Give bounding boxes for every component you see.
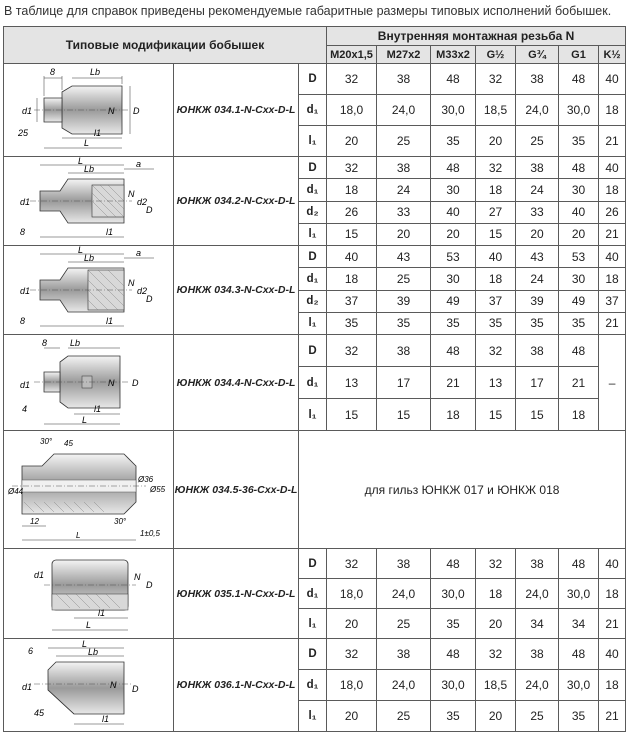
value-cell: 48 xyxy=(559,639,599,670)
size-header: M27x2 xyxy=(377,46,431,64)
value-cell: 48 xyxy=(431,549,476,579)
value-cell: 34 xyxy=(516,609,559,639)
value-cell: 48 xyxy=(431,639,476,670)
value-cell: 35 xyxy=(559,312,599,334)
svg-text:D: D xyxy=(146,294,153,304)
svg-text:N: N xyxy=(110,680,117,690)
svg-text:1±0,5: 1±0,5 xyxy=(140,528,160,538)
svg-text:l1: l1 xyxy=(106,227,114,237)
modification-code: ЮНКЖ 035.1-N-Cxx-D-L xyxy=(174,549,299,639)
boss-dimensions-table xyxy=(3,26,626,732)
value-cell: 32 xyxy=(476,335,516,367)
value-cell: 33 xyxy=(516,201,559,223)
value-cell: 38 xyxy=(377,335,431,367)
value-cell: 24 xyxy=(516,268,559,290)
value-cell: 25 xyxy=(516,126,559,157)
param-label: l₁ xyxy=(299,126,327,157)
modification-code: ЮНКЖ 034.3-N-Cxx-D-L xyxy=(174,246,299,335)
param-label: d₁ xyxy=(299,268,327,290)
svg-text:30°: 30° xyxy=(40,436,53,446)
value-cell: 17 xyxy=(377,367,431,399)
svg-text:D: D xyxy=(132,684,139,694)
boss-drawing-icon xyxy=(4,246,172,334)
boss-drawing-icon xyxy=(4,432,172,548)
value-cell: 30 xyxy=(431,268,476,290)
value-cell: 20 xyxy=(516,223,559,245)
svg-text:N: N xyxy=(128,278,135,288)
value-cell: 40 xyxy=(599,64,626,95)
value-cell: 35 xyxy=(431,609,476,639)
param-label: d₂ xyxy=(299,201,327,223)
value-cell: 20 xyxy=(476,126,516,157)
value-cell: 15 xyxy=(377,399,431,431)
svg-text:8: 8 xyxy=(20,227,26,237)
svg-text:4: 4 xyxy=(22,403,28,414)
value-cell: 20 xyxy=(377,223,431,245)
drawing-034-3 xyxy=(4,246,174,335)
svg-text:l1: l1 xyxy=(94,128,102,138)
value-cell: 18 xyxy=(327,179,377,201)
param-label: d₁ xyxy=(299,579,327,609)
svg-text:8: 8 xyxy=(42,337,48,348)
value-cell: 32 xyxy=(327,335,377,367)
value-cell: 37 xyxy=(476,290,516,312)
param-label: D xyxy=(299,335,327,367)
modifications-header: Типовые модификации бобышек xyxy=(4,27,327,64)
param-label: l₁ xyxy=(299,399,327,431)
param-label: l₁ xyxy=(299,701,327,732)
value-cell: 53 xyxy=(559,246,599,268)
value-cell: 38 xyxy=(516,335,559,367)
param-label: l₁ xyxy=(299,312,327,334)
value-cell: 40 xyxy=(476,246,516,268)
svg-text:d2: d2 xyxy=(137,286,148,296)
value-cell: 20 xyxy=(476,609,516,639)
value-cell: 25 xyxy=(377,268,431,290)
svg-text:l1: l1 xyxy=(106,316,114,326)
value-cell: 38 xyxy=(377,549,431,579)
value-cell: 20 xyxy=(327,126,377,157)
value-cell: 37 xyxy=(327,290,377,312)
value-cell: 39 xyxy=(377,290,431,312)
value-cell: 48 xyxy=(559,335,599,367)
value-cell: 30,0 xyxy=(431,579,476,609)
value-cell: 26 xyxy=(327,201,377,223)
modification-code: ЮНКЖ 036.1-N-Cxx-D-L xyxy=(174,639,299,732)
value-cell: 15 xyxy=(327,223,377,245)
value-cell: 13 xyxy=(327,367,377,399)
value-cell: 21 xyxy=(599,312,626,334)
value-cell: 15 xyxy=(476,399,516,431)
drawing-034-2 xyxy=(4,157,174,246)
param-label: d₁ xyxy=(299,179,327,201)
size-header: M33x2 xyxy=(431,46,476,64)
svg-text:L: L xyxy=(78,157,84,166)
param-label: d₁ xyxy=(299,670,327,701)
value-cell: 34 xyxy=(559,609,599,639)
svg-text:6: 6 xyxy=(28,646,34,656)
svg-text:D: D xyxy=(146,205,153,215)
svg-text:8: 8 xyxy=(20,316,26,326)
svg-text:L: L xyxy=(78,246,84,255)
svg-text:L: L xyxy=(84,138,90,148)
value-cell: 18 xyxy=(599,179,626,201)
modification-code: ЮНКЖ 034.4-N-Cxx-D-L xyxy=(174,335,299,431)
value-cell: 18 xyxy=(476,179,516,201)
value-cell: 24,0 xyxy=(516,95,559,126)
svg-text:25: 25 xyxy=(18,128,29,138)
value-cell: 25 xyxy=(516,701,559,732)
value-cell: 24,0 xyxy=(516,579,559,609)
size-header: G½ xyxy=(476,46,516,64)
value-cell: 35 xyxy=(327,312,377,334)
value-cell: 40 xyxy=(431,201,476,223)
drawing-035-1 xyxy=(4,549,174,639)
value-cell: 20 xyxy=(327,701,377,732)
value-cell: 48 xyxy=(431,64,476,95)
svg-text:D: D xyxy=(146,579,153,590)
value-cell: 49 xyxy=(559,290,599,312)
svg-text:Lb: Lb xyxy=(90,67,101,77)
value-cell: 21 xyxy=(599,609,626,639)
value-cell: 43 xyxy=(516,246,559,268)
value-cell: 35 xyxy=(431,701,476,732)
value-cell: 18,0 xyxy=(327,579,377,609)
svg-text:Ø44: Ø44 xyxy=(8,486,24,496)
value-cell: 38 xyxy=(377,64,431,95)
param-label: l₁ xyxy=(299,223,327,245)
param-label: D xyxy=(299,549,327,579)
value-cell: 24,0 xyxy=(377,579,431,609)
value-cell: 15 xyxy=(327,399,377,431)
value-cell: 15 xyxy=(516,399,559,431)
svg-text:N: N xyxy=(134,571,141,582)
value-cell: 18 xyxy=(476,579,516,609)
svg-text:45: 45 xyxy=(34,708,45,718)
value-cell: 32 xyxy=(476,639,516,670)
svg-text:d1: d1 xyxy=(20,286,31,296)
value-cell: 18,0 xyxy=(327,95,377,126)
value-cell: 18 xyxy=(599,579,626,609)
svg-text:l1: l1 xyxy=(98,607,106,618)
value-cell: 40 xyxy=(599,246,626,268)
svg-text:Lb: Lb xyxy=(88,647,99,657)
value-cell-dash: – xyxy=(599,335,626,431)
svg-text:L: L xyxy=(86,619,92,630)
value-cell: 30,0 xyxy=(559,670,599,701)
param-label: d₂ xyxy=(299,290,327,312)
value-cell: 15 xyxy=(476,223,516,245)
value-cell: 38 xyxy=(516,157,559,179)
modification-code: ЮНКЖ 034.1-N-Cxx-D-L xyxy=(174,64,299,157)
thread-header: Внутренняя монтажная резьба N xyxy=(327,27,626,46)
value-cell: 20 xyxy=(476,701,516,732)
value-cell: 30 xyxy=(559,268,599,290)
svg-text:N: N xyxy=(108,377,115,388)
value-cell: 33 xyxy=(377,201,431,223)
svg-text:Ø36: Ø36 xyxy=(138,474,154,484)
value-cell: 27 xyxy=(476,201,516,223)
value-cell: 35 xyxy=(431,126,476,157)
value-cell: 30,0 xyxy=(431,95,476,126)
svg-text:d1: d1 xyxy=(20,197,31,207)
svg-text:L: L xyxy=(82,640,88,649)
size-header: K½ xyxy=(599,46,626,64)
value-cell: 18,5 xyxy=(476,670,516,701)
value-cell: 21 xyxy=(431,367,476,399)
svg-text:45: 45 xyxy=(64,438,73,448)
drawing-034-4 xyxy=(4,335,174,431)
value-cell: 24,0 xyxy=(377,95,431,126)
value-cell: 24 xyxy=(377,179,431,201)
value-cell: 40 xyxy=(599,549,626,579)
value-cell: 53 xyxy=(431,246,476,268)
svg-text:Lb: Lb xyxy=(84,253,95,263)
value-cell: 32 xyxy=(476,549,516,579)
svg-text:L: L xyxy=(76,530,81,540)
drawing-036-1 xyxy=(4,639,174,732)
value-cell: 18 xyxy=(599,670,626,701)
value-cell: 43 xyxy=(377,246,431,268)
param-label: D xyxy=(299,64,327,95)
value-cell: 25 xyxy=(377,609,431,639)
sleeve-note: для гильз ЮНКЖ 017 и ЮНКЖ 018 xyxy=(299,431,626,549)
svg-text:d2: d2 xyxy=(137,197,148,207)
value-cell: 39 xyxy=(516,290,559,312)
param-label: l₁ xyxy=(299,609,327,639)
value-cell: 24,0 xyxy=(516,670,559,701)
value-cell: 24 xyxy=(516,179,559,201)
value-cell: 13 xyxy=(476,367,516,399)
value-cell: 21 xyxy=(599,701,626,732)
value-cell: 18 xyxy=(599,95,626,126)
value-cell: 48 xyxy=(559,549,599,579)
drawing-034-1 xyxy=(4,64,174,157)
svg-text:l1: l1 xyxy=(94,403,102,414)
value-cell: 18,0 xyxy=(327,670,377,701)
svg-text:8: 8 xyxy=(50,67,56,77)
value-cell: 35 xyxy=(516,312,559,334)
value-cell: 18 xyxy=(327,268,377,290)
value-cell: 30,0 xyxy=(559,95,599,126)
svg-text:a: a xyxy=(136,159,142,169)
svg-text:l1: l1 xyxy=(102,714,110,724)
svg-text:L: L xyxy=(82,414,88,425)
value-cell: 21 xyxy=(599,126,626,157)
svg-text:12: 12 xyxy=(30,516,39,526)
value-cell: 40 xyxy=(599,639,626,670)
value-cell: 18,5 xyxy=(476,95,516,126)
value-cell: 38 xyxy=(516,64,559,95)
value-cell: 40 xyxy=(327,246,377,268)
value-cell: 30,0 xyxy=(431,670,476,701)
svg-text:a: a xyxy=(136,248,142,258)
value-cell: 24,0 xyxy=(377,670,431,701)
svg-text:d1: d1 xyxy=(22,106,33,116)
svg-text:D: D xyxy=(133,106,140,116)
value-cell: 48 xyxy=(559,64,599,95)
value-cell: 37 xyxy=(599,290,626,312)
value-cell: 32 xyxy=(476,64,516,95)
boss-drawing-icon xyxy=(4,64,172,156)
value-cell: 38 xyxy=(516,549,559,579)
param-label: d₁ xyxy=(299,95,327,126)
value-cell: 32 xyxy=(327,549,377,579)
value-cell: 25 xyxy=(377,701,431,732)
size-header: G1 xyxy=(559,46,599,64)
value-cell: 30 xyxy=(431,179,476,201)
boss-drawing-icon xyxy=(4,640,172,730)
value-cell: 18 xyxy=(431,399,476,431)
size-header: M20x1,5 xyxy=(327,46,377,64)
value-cell: 48 xyxy=(431,335,476,367)
value-cell: 35 xyxy=(431,312,476,334)
drawing-034-5 xyxy=(4,431,174,549)
boss-drawing-icon xyxy=(4,336,172,430)
value-cell: 25 xyxy=(377,126,431,157)
value-cell: 17 xyxy=(516,367,559,399)
param-label: D xyxy=(299,639,327,670)
value-cell: 35 xyxy=(377,312,431,334)
value-cell: 38 xyxy=(516,639,559,670)
value-cell: 38 xyxy=(377,639,431,670)
svg-text:d1: d1 xyxy=(34,569,45,580)
value-cell: 32 xyxy=(476,157,516,179)
value-cell: 35 xyxy=(559,126,599,157)
value-cell: 21 xyxy=(559,367,599,399)
param-label: D xyxy=(299,246,327,268)
value-cell: 32 xyxy=(327,157,377,179)
value-cell: 32 xyxy=(327,64,377,95)
modification-code: ЮНКЖ 034.2-N-Cxx-D-L xyxy=(174,157,299,246)
value-cell: 32 xyxy=(327,639,377,670)
param-label: d₁ xyxy=(299,367,327,399)
value-cell: 49 xyxy=(431,290,476,312)
svg-text:Ø55: Ø55 xyxy=(150,484,166,494)
value-cell: 26 xyxy=(599,201,626,223)
value-cell: 48 xyxy=(559,157,599,179)
boss-drawing-icon xyxy=(4,550,172,638)
value-cell: 35 xyxy=(559,701,599,732)
value-cell: 18 xyxy=(559,399,599,431)
value-cell: 48 xyxy=(431,157,476,179)
value-cell: 20 xyxy=(431,223,476,245)
intro-text: В таблице для справок приведены рекомендуемые габаритные размеры типовых исполнений бобышек. xyxy=(4,4,612,18)
value-cell: 20 xyxy=(327,609,377,639)
value-cell: 30 xyxy=(559,179,599,201)
svg-text:N: N xyxy=(128,189,135,199)
value-cell: 21 xyxy=(599,223,626,245)
svg-text:30°: 30° xyxy=(114,516,127,526)
svg-text:N: N xyxy=(108,106,115,116)
svg-text:d1: d1 xyxy=(22,682,33,692)
svg-text:d1: d1 xyxy=(20,379,31,390)
modification-code: ЮНКЖ 034.5-36-Cxx-D-L xyxy=(174,431,299,549)
value-cell: 30,0 xyxy=(559,579,599,609)
value-cell: 40 xyxy=(559,201,599,223)
svg-text:Lb: Lb xyxy=(84,164,95,174)
value-cell: 18 xyxy=(476,268,516,290)
boss-drawing-icon xyxy=(4,157,172,245)
value-cell: 18 xyxy=(599,268,626,290)
svg-text:D: D xyxy=(132,377,139,388)
value-cell: 40 xyxy=(599,157,626,179)
param-label: D xyxy=(299,157,327,179)
svg-text:Lb: Lb xyxy=(70,337,81,348)
size-header: G¾ xyxy=(516,46,559,64)
value-cell: 20 xyxy=(559,223,599,245)
value-cell: 38 xyxy=(377,157,431,179)
value-cell: 35 xyxy=(476,312,516,334)
